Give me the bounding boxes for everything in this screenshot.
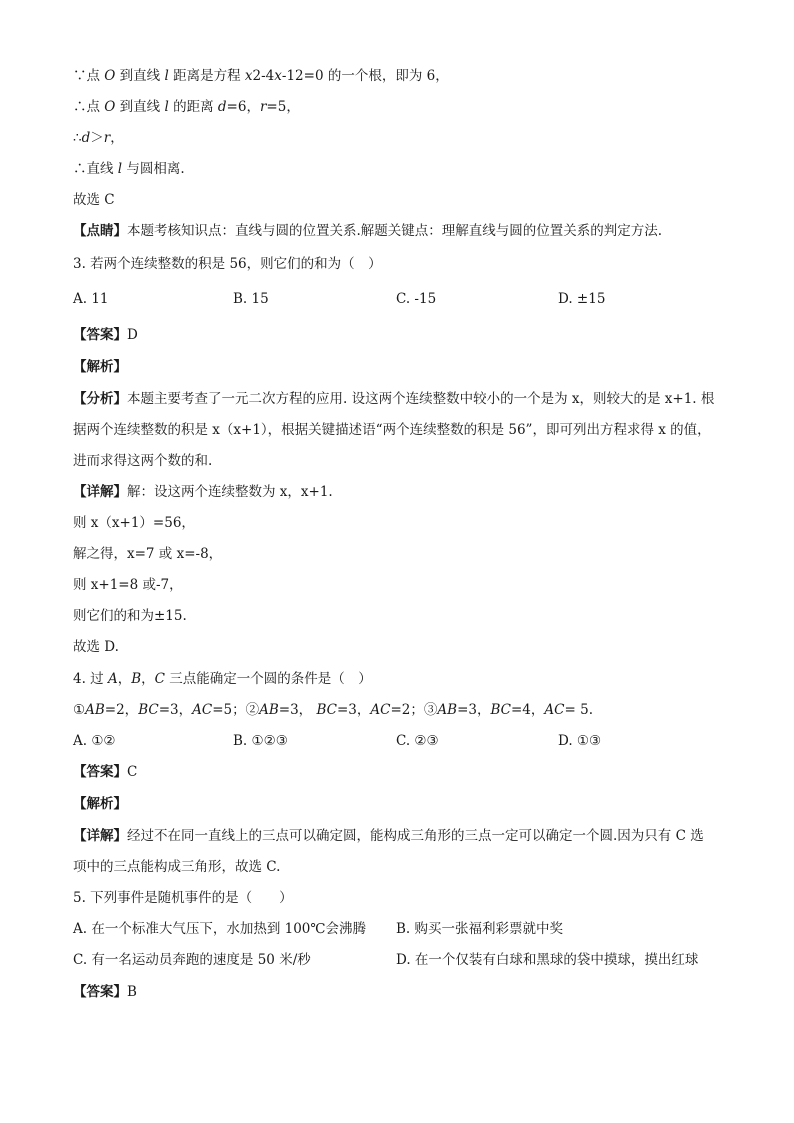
text: ， xyxy=(117,671,132,687)
q4-answer xyxy=(73,762,137,782)
q4-detail-line-2: 项中的三点能构成三角形，故选 C. xyxy=(73,859,281,875)
var-o: O xyxy=(104,68,116,84)
q4-analysis-tag: 【解析】 xyxy=(73,796,127,812)
var-l: l xyxy=(164,99,169,115)
q3-choose: 故选 D. xyxy=(73,639,119,655)
answer-value: B xyxy=(127,984,137,1000)
answer-tag: 【答案】 xyxy=(73,984,127,1000)
q4-option-d: D. ①③ xyxy=(558,733,602,749)
var-l: l xyxy=(117,161,123,177)
answer-value: D xyxy=(127,327,138,343)
q3-fenxi-line-1 xyxy=(73,389,714,409)
q4-conditions xyxy=(73,700,593,720)
q5-answer xyxy=(73,982,137,1002)
text: =2， xyxy=(104,702,139,718)
q3-option-d: D. ±15 xyxy=(558,291,606,307)
detail-text: 经过不在同一直线上的三点可以确定圆，能构成三角形的三点一定可以确定一个圆.因为只有 C 选 xyxy=(127,828,704,844)
segment: BC xyxy=(138,702,159,718)
segment: AC xyxy=(544,702,565,718)
detail-tag: 【详解】 xyxy=(73,828,127,844)
detail-text: 解：设这两个连续整数为 x，x+1. xyxy=(127,484,333,500)
text: 三点能确定一个圆的条件是（ ） xyxy=(164,671,372,687)
solution-line-4 xyxy=(73,159,185,179)
text: =3， xyxy=(337,702,371,718)
text: ∴点 xyxy=(73,99,105,115)
point-a: A xyxy=(107,671,118,687)
var-d: d xyxy=(81,130,91,146)
q3-detail-line-3: 解之得，x=7 或 x=-8， xyxy=(73,546,223,562)
text: ∴直线 xyxy=(73,161,118,177)
segment: AB xyxy=(85,702,105,718)
q5-option-b: B. 购买一张福利彩票就中奖 xyxy=(396,921,564,937)
dianjing-line xyxy=(73,221,662,241)
q4-stem xyxy=(73,669,372,689)
q5-stem: 5. 下列事件是随机事件的是（ ） xyxy=(73,890,293,906)
q3-detail-line-4: 则 x+1=8 或-7， xyxy=(73,577,183,593)
fenxi-text: 本题主要考查了一元二次方程的应用. 设这两个连续整数中较小的一个是为 x，则较大的是 x+1. 根 xyxy=(127,391,715,407)
detail-tag: 【详解】 xyxy=(73,484,127,500)
var-o: O xyxy=(104,99,116,115)
q3-stem: 3. 若两个连续整数的积是 56，则它们的和为（ ） xyxy=(73,256,382,272)
cond-marker: ③ xyxy=(423,702,438,718)
q5-option-d: D. 在一个仅装有白球和黑球的袋中摸球，摸出红球 xyxy=(396,952,699,968)
text: =3， xyxy=(278,702,317,718)
q3-option-c: C. -15 xyxy=(396,291,437,307)
var-x: x xyxy=(244,68,253,84)
segment: AB xyxy=(437,702,458,718)
q3-option-b: B. 15 xyxy=(233,291,269,307)
q4-option-a: A. ①② xyxy=(73,733,116,749)
text: ∴ xyxy=(73,130,82,146)
q3-detail-line-2: 则 x（x+1）=56， xyxy=(73,515,195,531)
choose-line: 故选 C xyxy=(73,192,115,208)
var-r: r xyxy=(259,99,267,115)
point-c: C xyxy=(154,671,165,687)
text: ， xyxy=(141,671,155,687)
segment: BC xyxy=(316,702,337,718)
solution-line-2 xyxy=(73,97,300,117)
answer-tag: 【答案】 xyxy=(73,327,127,343)
solution-line-1 xyxy=(73,66,449,86)
text: 到直线 xyxy=(115,68,165,84)
q4-option-c: C. ②③ xyxy=(396,733,439,749)
q3-detail-line-5: 则它们的和为±15. xyxy=(73,608,187,624)
text: ∵点 xyxy=(73,68,105,84)
q3-analysis-tag: 【解析】 xyxy=(73,359,127,375)
dianjing-tag: 【点睛】 xyxy=(73,223,127,239)
text: =5， xyxy=(266,99,300,115)
point-b: B xyxy=(131,671,142,687)
text: =2； xyxy=(390,702,424,718)
text: =6， xyxy=(226,99,260,115)
text: 2-4 xyxy=(252,68,275,84)
text: 的距离 xyxy=(168,99,218,115)
q4-option-b: B. ①②③ xyxy=(233,733,288,749)
answer-value: C xyxy=(127,764,138,780)
cond-marker: ② xyxy=(245,702,260,718)
q5-option-a: A. 在一个标准大气压下，水加热到 100℃会沸腾 xyxy=(73,921,366,937)
dianjing-text: 本题考核知识点：直线与圆的位置关系.解题关键点：理解直线与圆的位置关系的判定方法. xyxy=(127,223,663,239)
var-x: x xyxy=(274,68,282,84)
q3-fenxi-line-2: 据两个连续整数的积是 x（x+1），根据关键描述语“两个连续整数的积是 56”，即可列出方程求得 x 的值， xyxy=(73,422,711,438)
segment: AC xyxy=(192,702,213,718)
text: =5； xyxy=(212,702,246,718)
q3-option-a: A. 11 xyxy=(73,291,109,307)
segment: AC xyxy=(370,702,391,718)
answer-tag: 【答案】 xyxy=(73,764,127,780)
cond-marker: ① xyxy=(73,702,86,718)
q5-option-c: C. 有一名运动员奔跑的速度是 50 米/秒 xyxy=(73,952,311,968)
text: ， xyxy=(110,130,124,146)
q3-fenxi-line-3: 进而求得这两个数的和. xyxy=(73,453,213,469)
text: 到直线 xyxy=(115,99,165,115)
var-l: l xyxy=(164,68,169,84)
text: =3， xyxy=(457,702,491,718)
text: ＞ xyxy=(90,130,104,146)
fenxi-tag: 【分析】 xyxy=(73,391,127,407)
q3-detail-line-1 xyxy=(73,482,333,502)
text: =4， xyxy=(511,702,545,718)
segment: AB xyxy=(259,702,279,718)
var-d: d xyxy=(217,99,227,115)
text: 与圆相离. xyxy=(122,161,185,177)
text: =3， xyxy=(158,702,193,718)
text: 距离是方程 xyxy=(168,68,245,84)
segment: BC xyxy=(490,702,511,718)
text: = 5. xyxy=(564,702,593,718)
q4-detail-line-1 xyxy=(73,826,704,846)
solution-line-3 xyxy=(73,128,124,148)
var-r: r xyxy=(103,130,111,146)
text: -12=0 的一个根，即为 6， xyxy=(281,68,449,84)
text: 4. 过 xyxy=(73,671,108,687)
q3-answer xyxy=(73,325,138,345)
